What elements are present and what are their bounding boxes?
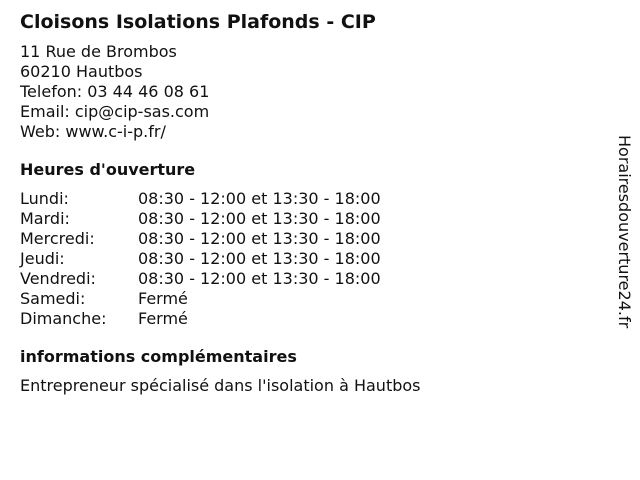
hours-day-label: Samedi: <box>20 289 86 308</box>
phone-number: Telefon: 03 44 46 08 61 <box>20 82 210 101</box>
hours-row-dimanche <box>20 309 600 329</box>
hours-row-mercredi <box>20 229 600 249</box>
business-name: Cloisons Isolations Plafonds - CIP <box>20 11 376 33</box>
hours-time-value: 08:30 - 12:00 et 13:30 - 18:00 <box>138 209 381 228</box>
hours-time-value: 08:30 - 12:00 et 13:30 - 18:00 <box>138 189 381 208</box>
hours-table <box>20 189 600 329</box>
hours-day-label: Lundi: <box>20 189 69 208</box>
hours-row-mardi <box>20 209 600 229</box>
hours-row-jeudi <box>20 249 600 269</box>
hours-heading: Heures d'ouverture <box>20 160 196 179</box>
info-heading: informations complémentaires <box>20 347 297 366</box>
hours-row-samedi <box>20 289 600 309</box>
hours-day-label: Vendredi: <box>20 269 96 288</box>
hours-time-value: 08:30 - 12:00 et 13:30 - 18:00 <box>138 269 381 288</box>
website-address: Web: www.c-i-p.fr/ <box>20 122 166 141</box>
hours-day-label: Mardi: <box>20 209 70 228</box>
address-street: 11 Rue de Brombos <box>20 42 177 61</box>
hours-day-label: Jeudi: <box>20 249 65 268</box>
info-description: Entrepreneur spécialisé dans l'isolation à Hautbos <box>20 376 421 395</box>
contact-block <box>20 42 600 142</box>
business-card <box>20 10 600 396</box>
site-watermark: Horairesdouverture24.fr <box>615 135 634 329</box>
hours-time-value: 08:30 - 12:00 et 13:30 - 18:00 <box>138 229 381 248</box>
hours-row-vendredi <box>20 269 600 289</box>
address-city: 60210 Hautbos <box>20 62 143 81</box>
hours-time-value: Fermé <box>138 289 188 308</box>
hours-day-label: Dimanche: <box>20 309 107 328</box>
hours-time-value: 08:30 - 12:00 et 13:30 - 18:00 <box>138 249 381 268</box>
hours-row-lundi <box>20 189 600 209</box>
hours-time-value: Fermé <box>138 309 188 328</box>
hours-day-label: Mercredi: <box>20 229 95 248</box>
email-address: Email: cip@cip-sas.com <box>20 102 210 121</box>
